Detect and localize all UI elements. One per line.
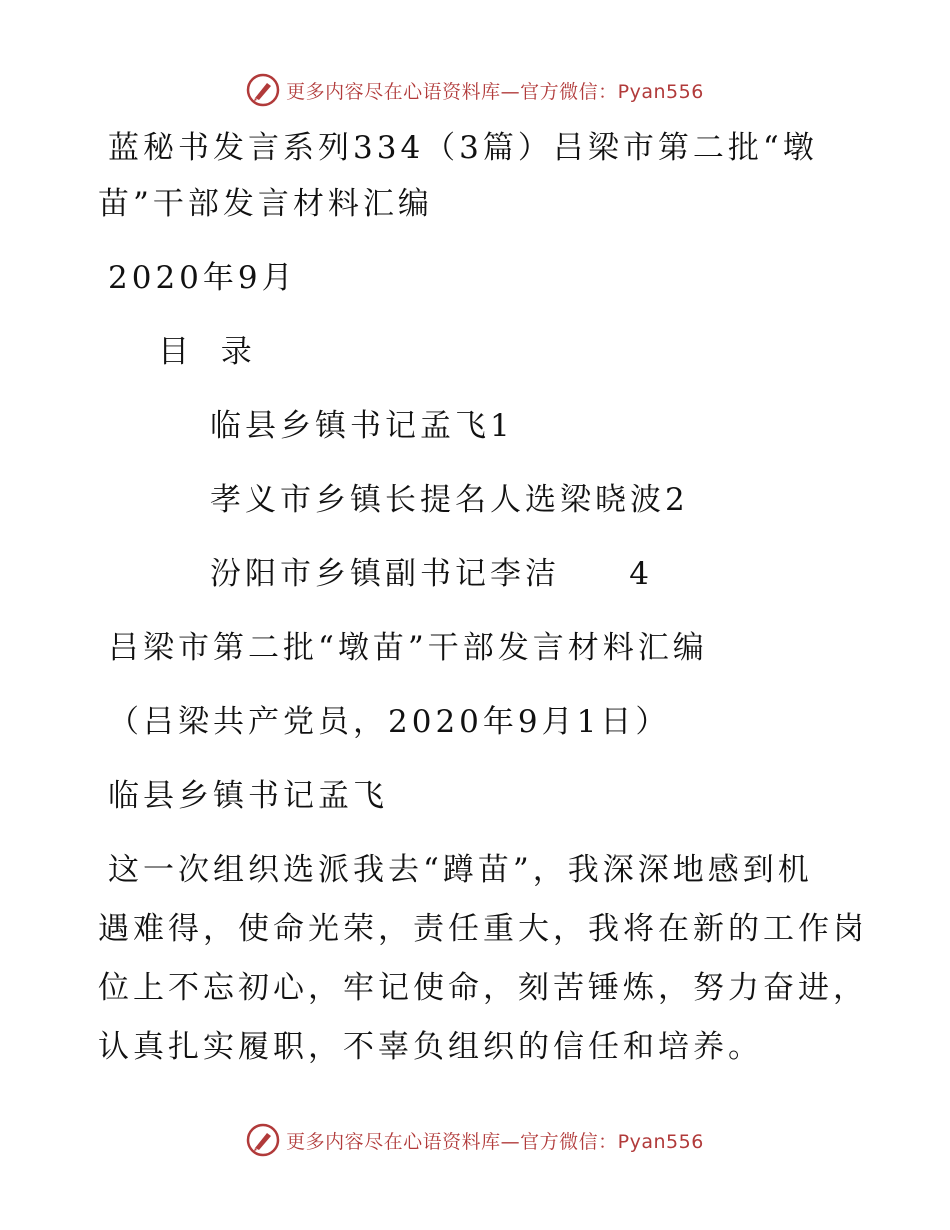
toc-entry: 临县乡镇书记孟飞1: [210, 408, 514, 444]
paragraph-line: 这一次组织选派我去“蹲苗”，我深深地感到机: [108, 852, 813, 888]
paragraph-line: 遇难得，使命光荣，责任重大，我将在新的工作岗: [98, 911, 868, 947]
pen-logo-icon: [246, 73, 280, 107]
paragraph-line: 认真扎实履职，不辜负组织的信任和培养。: [98, 1029, 763, 1065]
document-title-line-2: 苗”干部发言材料汇编: [98, 186, 433, 222]
speaker-heading: 临县乡镇书记孟飞: [108, 778, 388, 814]
document-date: 2020年9月: [108, 260, 297, 296]
watermark-text: 更多内容尽在心语资料库—官方微信：Pyan556: [286, 1130, 704, 1153]
watermark-footer: [0, 1120, 950, 1160]
document-title-line-1: 蓝秘书发言系列334（3篇）吕梁市第二批“墩: [108, 130, 818, 166]
toc-entry: 汾阳市乡镇副书记李洁 4: [210, 556, 653, 592]
watermark-text: 更多内容尽在心语资料库—官方微信：Pyan556: [286, 80, 704, 103]
toc-entry: 孝义市乡镇长提名人选梁晓波2: [210, 482, 689, 518]
section-title: 吕梁市第二批“墩苗”干部发言材料汇编: [108, 630, 708, 666]
paragraph-line: 位上不忘初心，牢记使命，刻苦锤炼，努力奋进，: [98, 970, 868, 1006]
toc-heading: 目 录: [158, 334, 256, 370]
pen-logo-icon: [246, 1123, 280, 1157]
source-line: （吕梁共产党员，2020年9月1日）: [108, 704, 671, 740]
watermark-header: [0, 70, 950, 110]
